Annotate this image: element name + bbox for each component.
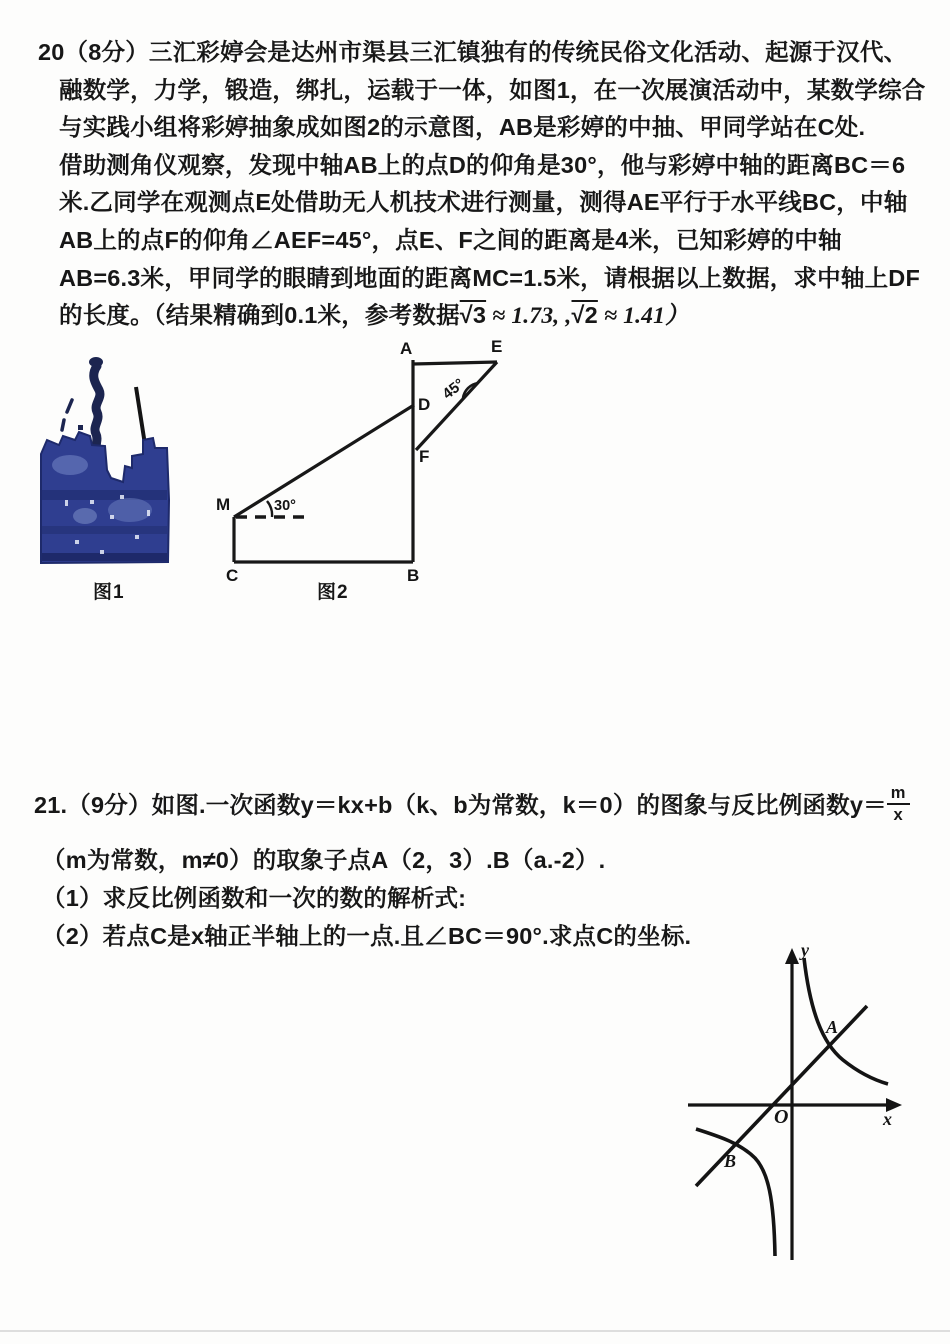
- graph-point-b-label: B: [724, 1151, 737, 1171]
- figure2-caption: 图2: [317, 582, 349, 603]
- segment-AE: [413, 362, 497, 364]
- point-f-label: F: [419, 447, 430, 466]
- point-c-label: C: [226, 566, 239, 585]
- y-axis-label: y: [801, 940, 809, 960]
- approx-1-41: ≈ 1.41）: [597, 303, 689, 330]
- point-m-label: M: [216, 495, 231, 514]
- q20-line-7: AB=6.3米，甲同学的眼睛到地面的距离MC=1.5米，请根据以上数据，求中轴上DF: [59, 264, 920, 291]
- q20-line-8: [38, 297, 933, 336]
- q20-line-2: 融数学，力学，锻造，绑扎，运载于一体，如图1，在一次展演活动中，某数学综合: [59, 76, 926, 103]
- figure1-photo-illustration: [35, 350, 185, 595]
- origin-label: O: [774, 1106, 789, 1128]
- q21-line-2: （m为常数，m≠0）的取象子点A（2，3）.B（a.-2）.: [42, 847, 606, 873]
- q20-line-3: 与实践小组将彩婷抽象成如图2的示意图，AB是彩婷的中抽、甲同学站在C处.: [59, 114, 866, 141]
- graph-point-a-label: A: [826, 1017, 839, 1037]
- q20-line-8-prefix: 的长度。（结果精确到0.1米，参考数据: [59, 302, 460, 329]
- sqrt-3-expression: √3: [459, 302, 487, 329]
- point-e-label: E: [491, 338, 503, 356]
- fraction-numerator: m: [887, 784, 910, 805]
- angle-30-label: 30°: [274, 498, 296, 514]
- y-axis-arrow: [785, 948, 799, 964]
- photo-main-blob: [41, 432, 169, 563]
- q21-line-1-prefix: 21.（9分）如图.一次函数y＝kx+b（k、b为常数，k＝0）的图象与反比例函数y＝: [34, 792, 887, 818]
- hyperbola-branch-q1: [804, 958, 888, 1084]
- fraction-denominator: x: [893, 805, 903, 824]
- page-bottom-divider: [0, 1330, 950, 1332]
- point-b-label: B: [407, 566, 420, 585]
- q21-item-2: （2）若点C是x轴正半轴上的一点.且∠BC＝90°.求点C的坐标.: [42, 923, 692, 949]
- q20-line-4: 借助测角仪观察，发现中轴AB上的点D的仰角是30°，他与彩婷中轴的距离BC＝6: [59, 151, 906, 178]
- q21-line-1: [34, 783, 910, 824]
- point-d-label: D: [418, 395, 431, 414]
- q20-line-5: 米.乙同学在观测点E处借助无人机技术进行测量，测得AE平行于水平线BC，中轴: [59, 189, 908, 216]
- approx-1-73: ≈ 1.73, ,: [486, 303, 572, 330]
- figure2-diagram: [210, 338, 520, 600]
- figure2-label-group: [216, 338, 502, 585]
- x-axis-label: x: [883, 1109, 892, 1129]
- graph-lines: [688, 958, 890, 1260]
- sqrt-2-expression: √2: [571, 302, 598, 329]
- angle-45-label: 45°: [439, 375, 468, 403]
- question-20-text: [38, 34, 933, 336]
- point-a-label: A: [400, 339, 413, 358]
- q21-function-graph: [660, 940, 950, 1285]
- angle-arc-M: [267, 501, 272, 517]
- figure1-caption: 图1: [93, 582, 125, 603]
- q20-line-6: AB上的点F的仰角∠AEF=45°，点E、F之间的距离是4米，已知彩婷的中轴: [59, 226, 842, 253]
- linear-function-line: [696, 1006, 867, 1186]
- q20-line-1: 20（8分）三汇彩婷会是达州市渠县三汇镇独有的传统民俗文化活动、起源于汉代、: [38, 39, 908, 65]
- fraction-m-over-x: [887, 784, 910, 824]
- hyperbola-branch-q3: [696, 1129, 775, 1256]
- segment-MD: [234, 405, 414, 517]
- q21-item-1: （1）求反比例函数和一次的数的解析式:: [42, 885, 467, 911]
